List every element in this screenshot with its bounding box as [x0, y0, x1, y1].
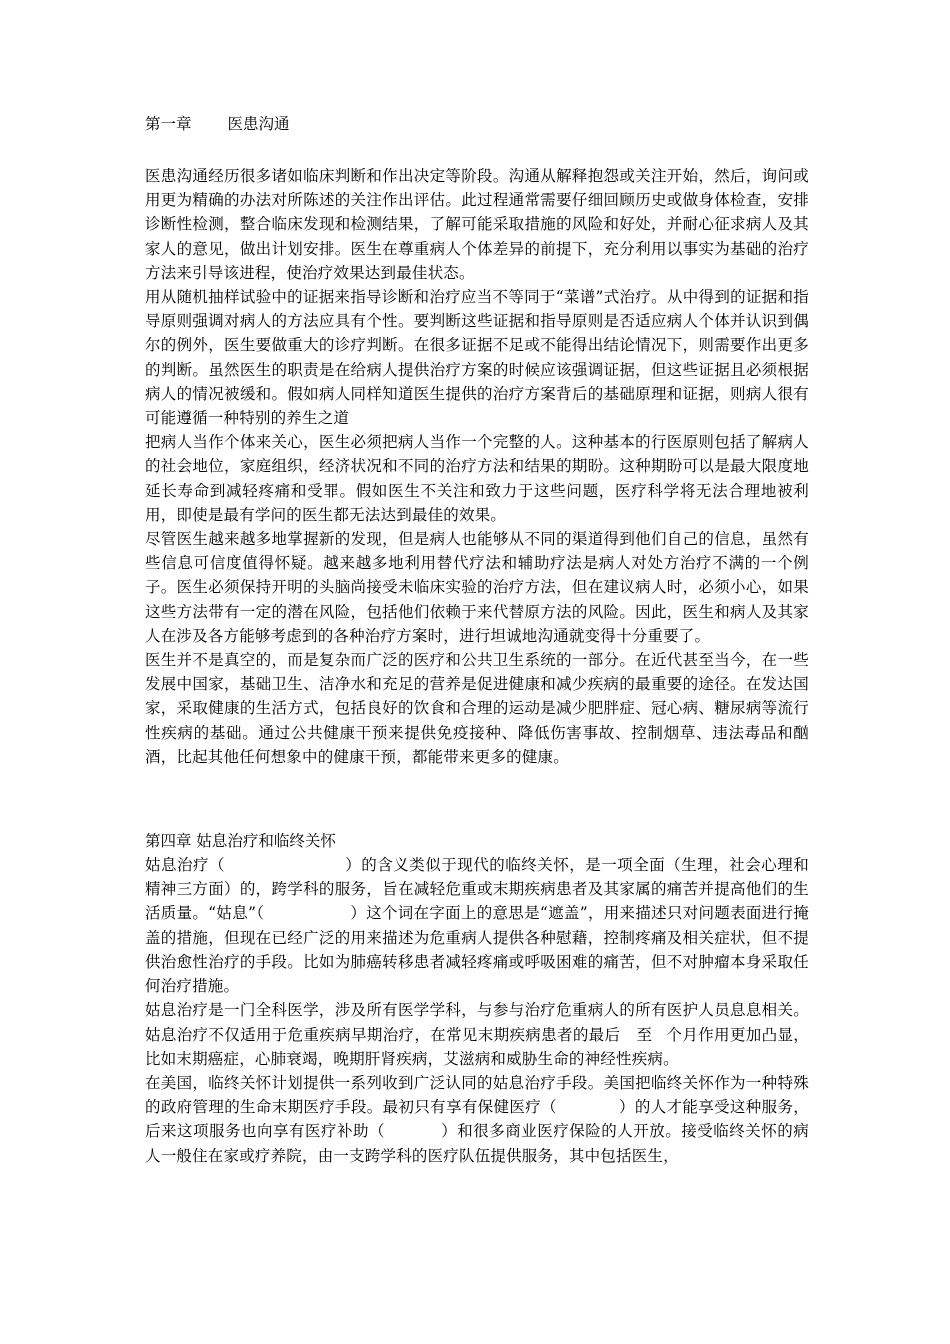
chapter-4-paragraph-3 — [145, 1071, 809, 1168]
text-run: 个月作用更加凸显，比如末期癌症，心肺衰竭，晚期肝肾疾病，艾滋病和威胁生命的神经性疾病。 — [145, 1025, 809, 1068]
text-run: ）的含义类似于现代的临终关怀，是一项全面（生理，社会心理和精神三方面）的，跨学科的服务，旨在减轻危重或末期疾病患者及其家属的痛苦并提高他们的生活质量。“姑息”（ — [145, 856, 809, 923]
chapter-1-paragraph-1: 医患沟通经历很多诸如临床判断和作出决定等阶段。沟通从解释抱怨或关注开始，然后，询问或用更为精确的办法对所陈述的关注作出评估。此过程通常需要仔细回顾历史或做身体检查，安排诊断性检测，整合临床发现和检测结果，了解可能采取措施的风险和好处，并耐心征求病人及其家人的意见，做出计划安排。医生在尊重病人个体差异的前提下，充分利用以事实为基础的治疗方法来引导该进程，使治疗效果达到最佳状态。 — [145, 167, 809, 282]
chapter-4-section — [145, 829, 809, 1168]
text-run: 姑息治疗是一门全科医学，涉及所有医学学科，与参与治疗危重病人的所有医护人员息息相关。姑息治疗不仅适用于危重疾病早期治疗，在常见末期疾病患者的最后 — [145, 1001, 809, 1044]
chapter-4-paragraph-2 — [145, 998, 809, 1071]
chapter-4-heading: 第四章 姑息治疗和临终关怀 — [145, 832, 336, 851]
chapter-1-number: 第一章 — [145, 115, 192, 133]
text-run: 至 — [636, 1025, 653, 1044]
chapter-1-paragraph-5: 医生并不是真空的，而是复杂而广泛的医疗和公共卫生系统的一部分。在近代甚至当今，在一些发展中国家，基础卫生、洁净水和充足的营养是促进健康和减少疾病的最重要的途径。在发达国家，采取健康的生活方式，包括良好的饮食和合理的运动是减少肥胖症、冠心病、糖尿病等流行性疾病的基础。通过公共健康干预来提供免疫接种、降低伤害事故、控制烟草、违法毒品和酗酒，比起其他任何想象中的健康干预，都能带来更多的健康。 — [145, 651, 809, 766]
chapter-4-paragraph-1 — [145, 853, 809, 998]
chapter-1-paragraph-2: 用从随机抽样试验中的证据来指导诊断和治疗应当不等同于“菜谱”式治疗。从中得到的证据和指导原则强调对病人的方法应具有个性。要判断这些证据和指导原则是否适应病人个体并认识到偶尔的例外，医生要做重大的诊疗判断。在很多证据不足或不能得出结论情况下，则需要作出更多的判断。虽然医生的职责是在给病人提供治疗方案的时候应该强调证据，但这些证据且必须根据病人的情况被缓和。假如病人同样知道医生提供的治疗方案背后的基础原理和证据，则病人很有可能遵循一种特别的养生之道 — [145, 288, 809, 428]
chapter-1-heading — [145, 112, 809, 136]
document-content — [145, 112, 809, 1168]
text-run: ）这个词在字面上的意思是“遮盖”，用来描述只对问题表面进行掩盖的措施，但现在已经广泛的用来描述为危重病人提供各种慰藉，控制疼痛及相关症状，但不提供治愈性治疗的手段。比如为肺癌转移患者减轻疼痛或呼吸困难的痛苦，但不对肿瘤本身采取任何治疗措施。 — [145, 904, 809, 996]
chapter-1-section — [145, 112, 809, 769]
text-run: 在美国，临终关怀计划提供一系列收到广泛认同的姑息治疗手段。美国把临终关怀作为一种特殊的政府管理的生命末期医疗手段。最初只有享有保健医疗（ — [145, 1073, 809, 1117]
text-run: ）和很多商业医疗保险的人开放。接受临终关怀的病人一般住在家或疗养院，由一支跨学科的医疗队伍提供服务，其中包括医生， — [145, 1122, 809, 1165]
chapter-1-paragraph-3: 把病人当作个体来关心，医生必须把病人当作一个完整的人。这种基本的行医原则包括了解病人的社会地位，家庭组织，经济状况和不同的治疗方法和结果的期盼。这种期盼可以是最大限度地延长寿命到减轻疼痛和受罪。假如医生不关注和致力于这些问题，医疗科学将无法合理地被利用，即使是最有学问的医生都无法达到最佳的效果。 — [145, 433, 809, 524]
chapter-1-paragraph-4: 尽管医生越来越多地掌握新的发现，但是病人也能够从不同的渠道得到他们自己的信息，虽然有些信息可信度值得怀疑。越来越多地利用替代疗法和辅助疗法是病人对处方治疗不满的一个例子。医生必须保持开明的头脑尚接受未临床实验的治疗方法，但在建议病人时，必须小心，如果这些方法带有一定的潜在风险，包括他们依赖于来代替原方法的风险。因此，医生和病人及其家人在涉及各方能够考虑到的各种治疗方案时，进行坦诚地沟通就变得十分重要了。 — [145, 530, 809, 645]
text-run: ）的人才能享受这种服务，后来这项服务也向享有医疗补助（ — [145, 1098, 809, 1141]
text-run: 姑息治疗（ — [145, 856, 225, 875]
chapter-1-title: 医患沟通 — [227, 115, 290, 133]
